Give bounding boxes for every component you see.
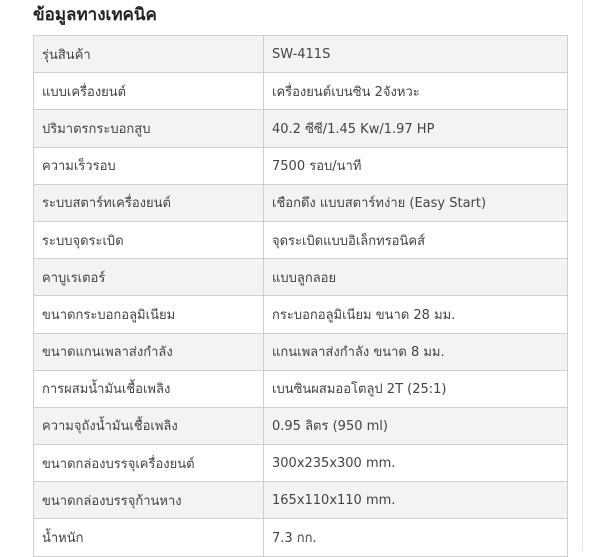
spec-value: จุดระเบิดแบบอิเล็กทรอนิคส์: [264, 221, 568, 258]
spec-value: 165x110x110 mm.: [264, 482, 568, 519]
table-row: [34, 221, 568, 258]
spec-value: SW-411S: [264, 36, 568, 73]
right-divider: [582, 0, 583, 551]
section-heading: ข้อมูลทางเทคนิค: [33, 5, 157, 25]
table-row: [34, 36, 568, 73]
spec-label: ขนาดกล่องบรรจุก้านหาง: [34, 482, 264, 519]
table-row: [34, 445, 568, 482]
spec-label: รุ่นสินค้า: [34, 36, 264, 73]
spec-label: แบบเครื่องยนต์: [34, 73, 264, 110]
spec-label: ปริมาตรกระบอกสูบ: [34, 110, 264, 147]
spec-value: กระบอกอลูมิเนียม ขนาด 28 มม.: [264, 296, 568, 333]
table-row: [34, 370, 568, 407]
table-row: [34, 73, 568, 110]
spec-label: น้ำหนัก: [34, 519, 264, 556]
table-row: [34, 482, 568, 519]
spec-value: 40.2 ซีซี/1.45 Kw/1.97 HP: [264, 110, 568, 147]
spec-label: คาบูเรเตอร์: [34, 259, 264, 296]
spec-label: ความจุถังน้ำมันเชื้อเพลิง: [34, 407, 264, 444]
spec-table: [33, 35, 568, 557]
table-row: [34, 407, 568, 444]
spec-label: ความเร็วรอบ: [34, 147, 264, 184]
table-row: [34, 296, 568, 333]
spec-label: ขนาดกระบอกอลูมิเนียม: [34, 296, 264, 333]
spec-value: เครื่องยนต์เบนซิน 2จังหวะ: [264, 73, 568, 110]
spec-value: 300x235x300 mm.: [264, 445, 568, 482]
spec-value: แกนเพลาส่งกำลัง ขนาด 8 มม.: [264, 333, 568, 370]
spec-value: 7.3 กก.: [264, 519, 568, 556]
table-row: [34, 147, 568, 184]
table-row: [34, 110, 568, 147]
spec-label: ระบบจุดระเบิด: [34, 221, 264, 258]
spec-value: 7500 รอบ/นาที: [264, 147, 568, 184]
table-row: [34, 259, 568, 296]
table-row: [34, 333, 568, 370]
spec-value: เบนซินผสมออโตลูป 2T (25:1): [264, 370, 568, 407]
spec-label: ขนาดแกนเพลาส่งกำลัง: [34, 333, 264, 370]
spec-label: ขนาดกล่องบรรจุเครื่องยนต์: [34, 445, 264, 482]
spec-value: เชือกดึง แบบสตาร์ทง่าย (Easy Start): [264, 184, 568, 221]
spec-value: 0.95 ลิตร (950 ml): [264, 407, 568, 444]
spec-label: การผสมน้ำมันเชื้อเพลิง: [34, 370, 264, 407]
spec-value: แบบลูกลอย: [264, 259, 568, 296]
table-row: [34, 184, 568, 221]
spec-label: ระบบสตาร์ทเครื่องยนต์: [34, 184, 264, 221]
